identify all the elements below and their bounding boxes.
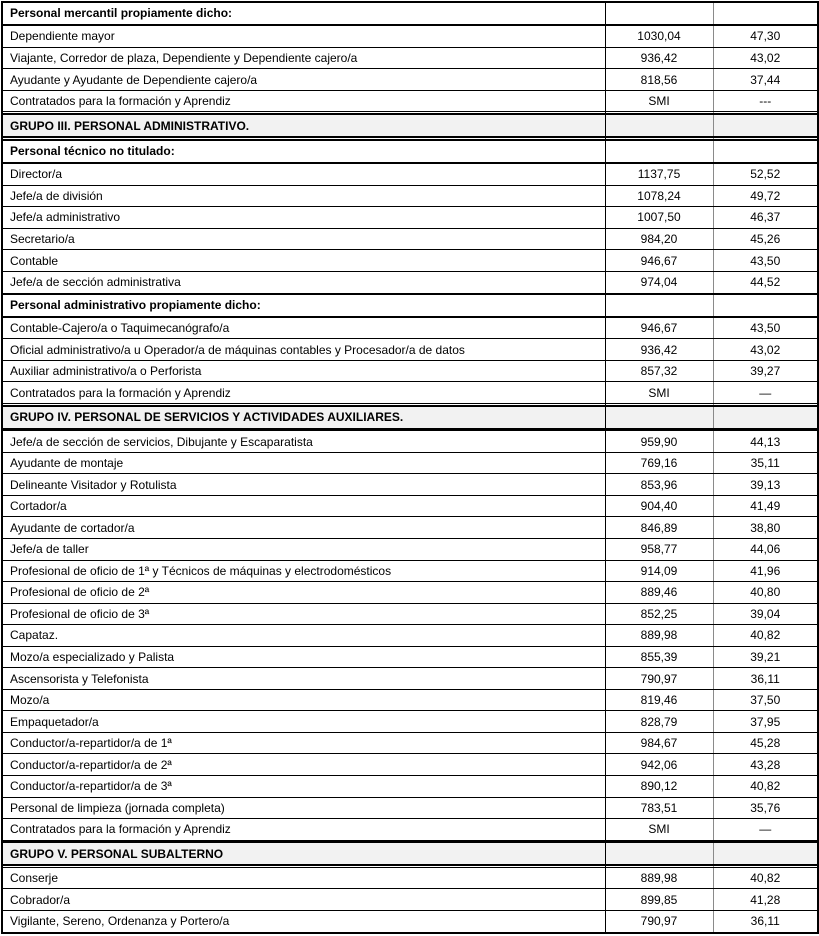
table-row [2, 754, 818, 776]
job-title-cell: Personal técnico no titulado: [2, 140, 605, 163]
monthly-amount-cell: 1007,50 [605, 207, 713, 229]
table-row [2, 517, 818, 539]
monthly-amount-cell: 942,06 [605, 754, 713, 776]
section-header-row [2, 2, 818, 25]
daily-amount-cell: 37,44 [713, 69, 818, 91]
job-title-cell: Personal mercantil propiamente dicho: [2, 2, 605, 25]
job-title-cell: Personal administrativo propiamente dicho: [2, 294, 605, 317]
job-title-cell: Contable-Cajero/a o Taquimecanógrafo/a [2, 317, 605, 339]
job-title-cell: Ayudante de montaje [2, 452, 605, 474]
salary-table-body [2, 2, 818, 933]
daily-amount-cell: 38,80 [713, 517, 818, 539]
monthly-amount-cell: 857,32 [605, 360, 713, 382]
job-title-cell: Cobrador/a [2, 889, 605, 911]
section-header-row [2, 294, 818, 317]
monthly-amount-cell: 819,46 [605, 689, 713, 711]
monthly-amount-cell: 853,96 [605, 474, 713, 496]
table-row [2, 775, 818, 797]
daily-amount-cell: 40,82 [713, 775, 818, 797]
job-title-cell: Personal de limpieza (jornada completa) [2, 797, 605, 819]
monthly-amount-cell: 984,20 [605, 228, 713, 250]
daily-amount-cell: 49,72 [713, 185, 818, 207]
table-row [2, 819, 818, 841]
monthly-amount-cell [605, 406, 713, 429]
daily-amount-cell: 37,50 [713, 689, 818, 711]
job-title-cell: Vigilante, Sereno, Ordenanza y Portero/a [2, 910, 605, 933]
daily-amount-cell: 39,13 [713, 474, 818, 496]
job-title-cell: Capataz. [2, 625, 605, 647]
table-row [2, 69, 818, 91]
job-title-cell: GRUPO III. PERSONAL ADMINISTRATIVO. [2, 114, 605, 137]
daily-amount-cell: 44,13 [713, 431, 818, 453]
monthly-amount-cell: 769,16 [605, 452, 713, 474]
daily-amount-cell [713, 406, 818, 429]
monthly-amount-cell: 846,89 [605, 517, 713, 539]
daily-amount-cell: 41,28 [713, 889, 818, 911]
monthly-amount-cell [605, 2, 713, 25]
daily-amount-cell: 45,26 [713, 228, 818, 250]
job-title-cell: Contratados para la formación y Aprendiz [2, 382, 605, 404]
table-row [2, 538, 818, 560]
monthly-amount-cell [605, 294, 713, 317]
monthly-amount-cell: 889,98 [605, 625, 713, 647]
monthly-amount-cell: 818,56 [605, 69, 713, 91]
job-title-cell: Contable [2, 250, 605, 272]
table-row [2, 452, 818, 474]
job-title-cell: Conductor/a-repartidor/a de 2ª [2, 754, 605, 776]
daily-amount-cell: 39,04 [713, 603, 818, 625]
monthly-amount-cell: 1078,24 [605, 185, 713, 207]
job-title-cell: Ayudante de cortador/a [2, 517, 605, 539]
table-row [2, 560, 818, 582]
job-title-cell: Profesional de oficio de 2ª [2, 582, 605, 604]
group-header-row [2, 406, 818, 429]
table-row [2, 431, 818, 453]
job-title-cell: GRUPO V. PERSONAL SUBALTERNO [2, 842, 605, 865]
job-title-cell: Mozo/a especializado y Palista [2, 646, 605, 668]
job-title-cell: Jefe/a de sección de servicios, Dibujante y Escaparatista [2, 431, 605, 453]
monthly-amount-cell: 904,40 [605, 495, 713, 517]
job-title-cell: Auxiliar administrativo/a o Perforista [2, 360, 605, 382]
monthly-amount-cell: 852,25 [605, 603, 713, 625]
daily-amount-cell: 40,82 [713, 867, 818, 889]
table-row [2, 646, 818, 668]
table-row [2, 90, 818, 112]
daily-amount-cell [713, 2, 818, 25]
table-row [2, 668, 818, 690]
table-row [2, 360, 818, 382]
daily-amount-cell: 44,52 [713, 271, 818, 293]
daily-amount-cell: 40,82 [713, 625, 818, 647]
daily-amount-cell: 39,21 [713, 646, 818, 668]
daily-amount-cell: 43,02 [713, 339, 818, 361]
table-row [2, 228, 818, 250]
job-title-cell: Jefe/a de sección administrativa [2, 271, 605, 293]
table-row [2, 711, 818, 733]
daily-amount-cell: 52,52 [713, 163, 818, 185]
monthly-amount-cell: 889,98 [605, 867, 713, 889]
table-row [2, 163, 818, 185]
daily-amount-cell: 35,11 [713, 452, 818, 474]
job-title-cell: Jefe/a administrativo [2, 207, 605, 229]
table-row [2, 689, 818, 711]
job-title-cell: Oficial administrativo/a u Operador/a de máquinas contables y Procesador/a de datos [2, 339, 605, 361]
group-header-row [2, 842, 818, 865]
job-title-cell: Mozo/a [2, 689, 605, 711]
table-row [2, 625, 818, 647]
job-title-cell: Secretario/a [2, 228, 605, 250]
table-row [2, 185, 818, 207]
monthly-amount-cell: 974,04 [605, 271, 713, 293]
table-row [2, 889, 818, 911]
job-title-cell: Jefe/a de taller [2, 538, 605, 560]
table-row [2, 495, 818, 517]
monthly-amount-cell [605, 114, 713, 137]
table-row [2, 25, 818, 47]
daily-amount-cell: 43,02 [713, 47, 818, 69]
daily-amount-cell: 41,96 [713, 560, 818, 582]
daily-amount-cell [713, 842, 818, 865]
monthly-amount-cell: 959,90 [605, 431, 713, 453]
job-title-cell: Dependiente mayor [2, 25, 605, 47]
job-title-cell: Ayudante y Ayudante de Dependiente cajero/a [2, 69, 605, 91]
daily-amount-cell: 40,80 [713, 582, 818, 604]
daily-amount-cell: 43,28 [713, 754, 818, 776]
job-title-cell: Cortador/a [2, 495, 605, 517]
daily-amount-cell: — [713, 819, 818, 841]
monthly-amount-cell: 790,97 [605, 668, 713, 690]
table-row [2, 732, 818, 754]
job-title-cell: Conserje [2, 867, 605, 889]
table-row [2, 317, 818, 339]
job-title-cell: Director/a [2, 163, 605, 185]
monthly-amount-cell: 936,42 [605, 47, 713, 69]
table-row [2, 207, 818, 229]
table-row [2, 382, 818, 404]
daily-amount-cell: 36,11 [713, 668, 818, 690]
monthly-amount-cell: SMI [605, 382, 713, 404]
monthly-amount-cell: 936,42 [605, 339, 713, 361]
daily-amount-cell: 37,95 [713, 711, 818, 733]
job-title-cell: Contratados para la formación y Aprendiz [2, 90, 605, 112]
table-row [2, 271, 818, 293]
job-title-cell: Contratados para la formación y Aprendiz [2, 819, 605, 841]
table-row [2, 910, 818, 933]
daily-amount-cell: — [713, 382, 818, 404]
daily-amount-cell: 41,49 [713, 495, 818, 517]
table-row [2, 250, 818, 272]
monthly-amount-cell: 889,46 [605, 582, 713, 604]
job-title-cell: Empaquetador/a [2, 711, 605, 733]
job-title-cell: Conductor/a-repartidor/a de 1ª [2, 732, 605, 754]
monthly-amount-cell: 1030,04 [605, 25, 713, 47]
job-title-cell: Profesional de oficio de 3ª [2, 603, 605, 625]
daily-amount-cell: 47,30 [713, 25, 818, 47]
job-title-cell: Ascensorista y Telefonista [2, 668, 605, 690]
monthly-amount-cell: 984,67 [605, 732, 713, 754]
monthly-amount-cell: 828,79 [605, 711, 713, 733]
monthly-amount-cell [605, 140, 713, 163]
daily-amount-cell: 36,11 [713, 910, 818, 933]
job-title-cell: Delineante Visitador y Rotulista [2, 474, 605, 496]
monthly-amount-cell: 1137,75 [605, 163, 713, 185]
daily-amount-cell: 43,50 [713, 250, 818, 272]
monthly-amount-cell: 890,12 [605, 775, 713, 797]
daily-amount-cell: 44,06 [713, 538, 818, 560]
daily-amount-cell: 35,76 [713, 797, 818, 819]
monthly-amount-cell: 899,85 [605, 889, 713, 911]
table-row [2, 797, 818, 819]
monthly-amount-cell: 790,97 [605, 910, 713, 933]
daily-amount-cell [713, 114, 818, 137]
monthly-amount-cell: 914,09 [605, 560, 713, 582]
job-title-cell: Profesional de oficio de 1ª y Técnicos de máquinas y electrodomésticos [2, 560, 605, 582]
section-header-row [2, 140, 818, 163]
table-row [2, 474, 818, 496]
monthly-amount-cell: 946,67 [605, 250, 713, 272]
table-row [2, 339, 818, 361]
table-row [2, 47, 818, 69]
salary-rate-table [1, 1, 819, 934]
job-title-cell: Jefe/a de división [2, 185, 605, 207]
daily-amount-cell [713, 140, 818, 163]
table-row [2, 582, 818, 604]
monthly-amount-cell [605, 842, 713, 865]
monthly-amount-cell: 783,51 [605, 797, 713, 819]
job-title-cell: Viajante, Corredor de plaza, Dependiente y Dependiente cajero/a [2, 47, 605, 69]
monthly-amount-cell: SMI [605, 90, 713, 112]
monthly-amount-cell: 855,39 [605, 646, 713, 668]
daily-amount-cell: 45,28 [713, 732, 818, 754]
daily-amount-cell [713, 294, 818, 317]
monthly-amount-cell: 946,67 [605, 317, 713, 339]
daily-amount-cell: 43,50 [713, 317, 818, 339]
group-header-row [2, 114, 818, 137]
daily-amount-cell: --- [713, 90, 818, 112]
job-title-cell: Conductor/a-repartidor/a de 3ª [2, 775, 605, 797]
daily-amount-cell: 46,37 [713, 207, 818, 229]
job-title-cell: GRUPO IV. PERSONAL DE SERVICIOS Y ACTIVIDADES AUXILIARES. [2, 406, 605, 429]
monthly-amount-cell: 958,77 [605, 538, 713, 560]
monthly-amount-cell: SMI [605, 819, 713, 841]
table-row [2, 603, 818, 625]
table-row [2, 867, 818, 889]
daily-amount-cell: 39,27 [713, 360, 818, 382]
